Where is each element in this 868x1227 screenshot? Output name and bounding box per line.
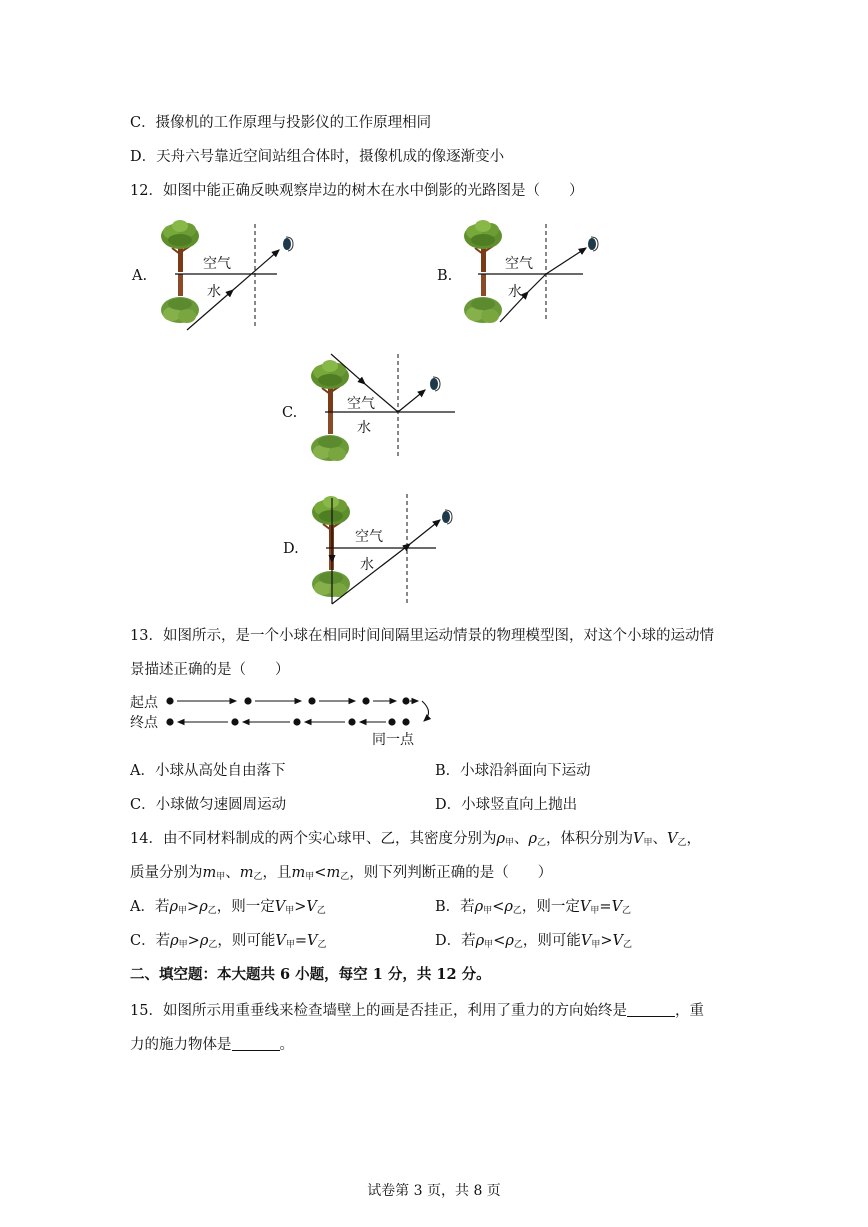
same-point-label: 同一点 <box>372 732 414 748</box>
figure-a-water: 水 <box>207 284 221 300</box>
figure-c-label: C. <box>282 405 298 421</box>
q13-option-b: B．小球沿斜面向下运动 <box>435 763 591 779</box>
start-label: 起点 <box>130 695 158 711</box>
question-15-line1: 15．如图所示用重垂线来检查墙壁上的画是否挂正，利用了重力的方向始终是 ，重 <box>130 1003 704 1019</box>
figure-a-diagram <box>155 218 295 334</box>
option-d-q11: D．天舟六号靠近空间站组合体时，摄像机成的像逐渐变小 <box>130 149 505 165</box>
option-c-q11: C．摄像机的工作原理与投影仪的工作原理相同 <box>130 115 432 131</box>
q13-option-a: A．小球从高处自由落下 <box>130 763 286 779</box>
question-13-line2: 景描述正确的是（ ） <box>130 662 290 678</box>
figure-d-diagram <box>306 492 461 608</box>
answer-blank-2[interactable] <box>232 1036 280 1051</box>
question-14-line1: 14．由不同材料制成的两个实心球甲、乙，其密度分别为$\rho_甲$、$\rho_乙$，体积分别为$V_甲$、$V_乙$， <box>130 831 702 848</box>
figure-c-water: 水 <box>357 420 371 436</box>
motion-diagram <box>160 690 440 730</box>
figure-d-label: D. <box>283 541 299 557</box>
figure-b-water: 水 <box>508 284 522 300</box>
answer-blank-1[interactable] <box>627 1002 675 1017</box>
question-15-line2: 力的施力物体是 。 <box>130 1037 294 1053</box>
page-footer: 试卷第 3 页，共 8 页 <box>367 1183 501 1199</box>
q14-option-a: A．若$\rho_甲>\rho_乙$，则一定$V_甲>V_乙$ <box>130 899 326 916</box>
figure-c-diagram <box>305 352 455 464</box>
figure-b-diagram <box>458 218 603 334</box>
q14-option-b: B．若$\rho_甲<\rho_乙$，则一定$V_甲=V_乙$ <box>435 899 632 916</box>
q14-option-c: C．若$\rho_甲>\rho_乙$，则可能$V_甲=V_乙$ <box>130 933 327 950</box>
q13-option-d: D．小球竖直向上抛出 <box>435 797 578 813</box>
figure-d-air: 空气 <box>355 529 383 545</box>
figure-b-air: 空气 <box>505 256 533 272</box>
q14-option-d: D．若$\rho_甲<\rho_乙$，则可能$V_甲>V_乙$ <box>435 933 633 950</box>
figure-c-air: 空气 <box>347 396 375 412</box>
question-13-line1: 13．如图所示，是一个小球在相同时间间隔里运动情景的物理模型图，对这个小球的运动情 <box>130 628 714 644</box>
question-14-line2: 质量分别为$m_甲$、$m_乙$，且$m_甲<m_乙$，则下列判断正确的是（ ） <box>130 865 553 882</box>
question-12: 12．如图中能正确反映观察岸边的树木在水中倒影的光路图是（ ） <box>130 183 584 199</box>
figure-d-water: 水 <box>360 557 374 573</box>
q13-option-c: C．小球做匀速圆周运动 <box>130 797 287 813</box>
end-label: 终点 <box>130 715 158 731</box>
figure-b-label: B. <box>437 268 453 284</box>
figure-a-air: 空气 <box>203 256 231 272</box>
section-2-heading: 二、填空题：本大题共 6 小题，每空 1 分，共 12 分。 <box>130 966 491 983</box>
figure-a-label: A. <box>132 268 148 284</box>
